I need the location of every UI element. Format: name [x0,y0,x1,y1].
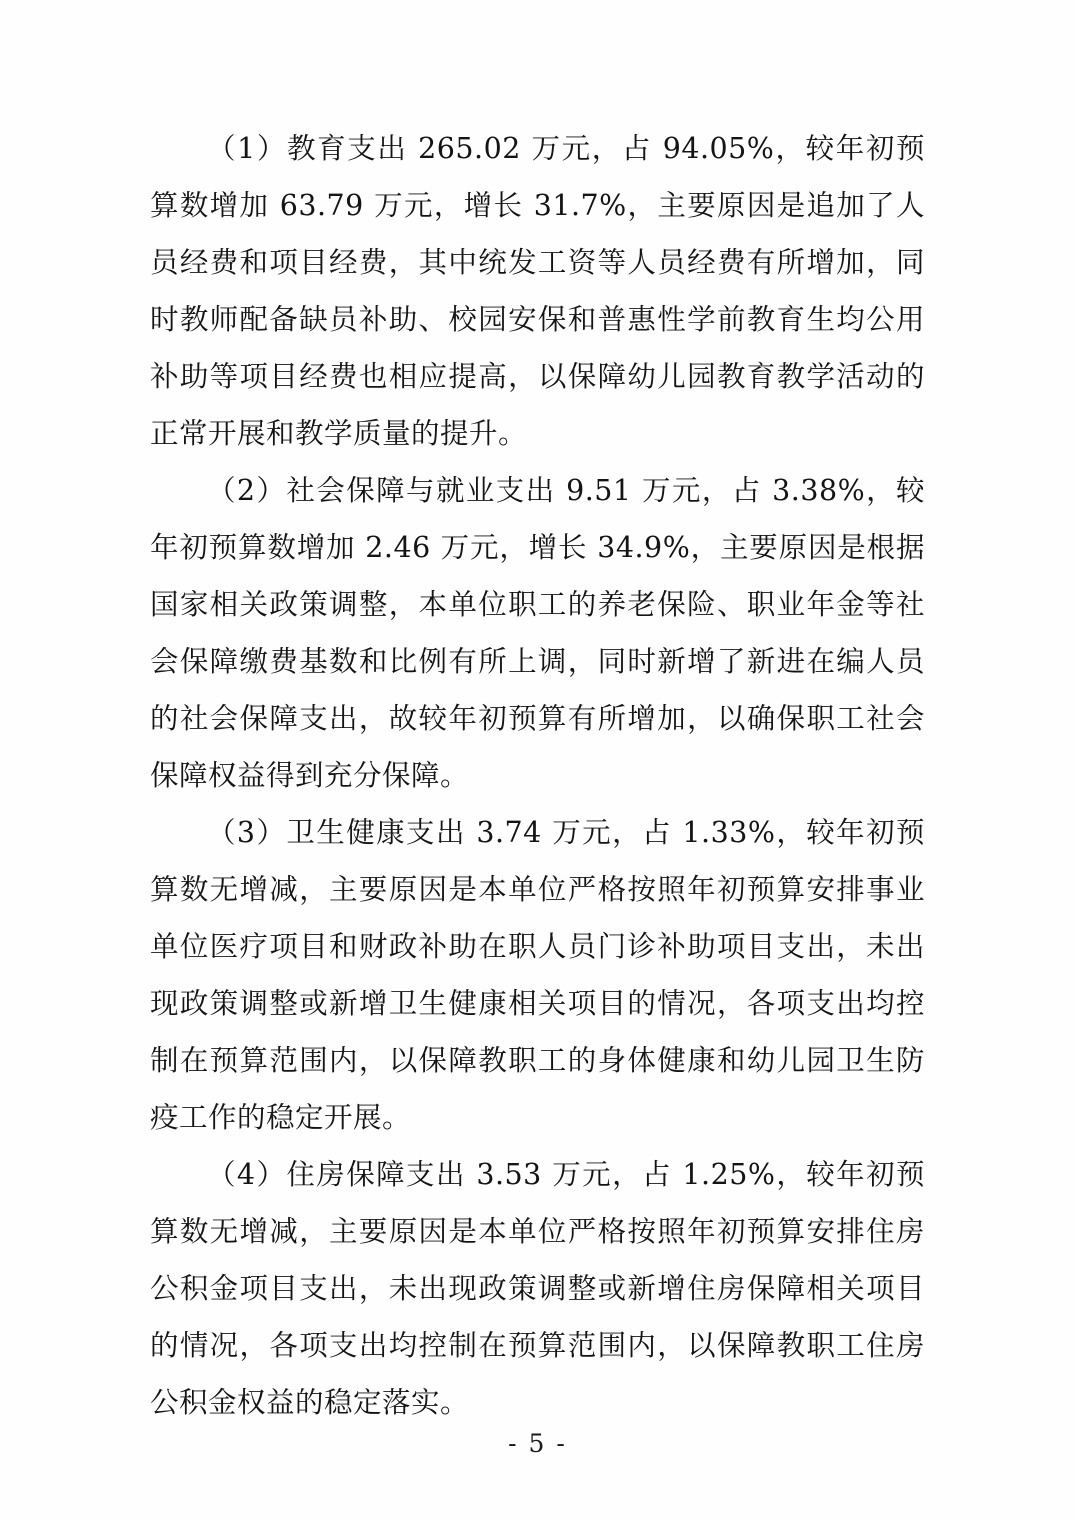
paragraph-social-security-employment: （2）社会保障与就业支出 9.51 万元，占 3.38%，较年初预算数增加 2.46 万元，增长 34.9%，主要原因是根据国家相关政策调整，本单位职工的养老保险、职业年金等社会保障缴费基数和比例有所上调，同时新增了新进在编人员的社会保障支出，故较年初预算有所增加，以确保职工社会保障权益得到充分保障。 [150,474,925,792]
page-number: - 5 - [508,1429,567,1458]
paragraph-education-expenditure: （1）教育支出 265.02 万元，占 94.05%，较年初预算数增加 63.79 万元，增长 31.7%，主要原因是追加了人员经费和项目经费，其中统发工资等人员经费有所增加，同时教师配备缺员补助、校园安保和普惠性学前教育生均公用补助等项目经费也相应提高，以保障幼儿园教育教学活动的正常开展和教学质量的提升。 [150,132,925,450]
paragraph-housing-security: （4）住房保障支出 3.53 万元，占 1.25%，较年初预算数无增减，主要原因是本单位严格按照年初预算安排住房公积金项目支出，未出现政策调整或新增住房保障相关项目的情况，各项支出均控制在预算范围内，以保障教职工住房公积金权益的稳定落实。 [150,1158,925,1419]
paragraph-health-expenditure: （3）卫生健康支出 3.74 万元，占 1.33%，较年初预算数无增减，主要原因是本单位严格按照年初预算安排事业单位医疗项目和财政补助在职人员门诊补助项目支出，未出现政策调整或新增卫生健康相关项目的情况，各项支出均控制在预算范围内，以保障教职工的身体健康和幼儿园卫生防疫工作的稳定开展。 [150,816,925,1134]
document-body [150,120,925,1431]
